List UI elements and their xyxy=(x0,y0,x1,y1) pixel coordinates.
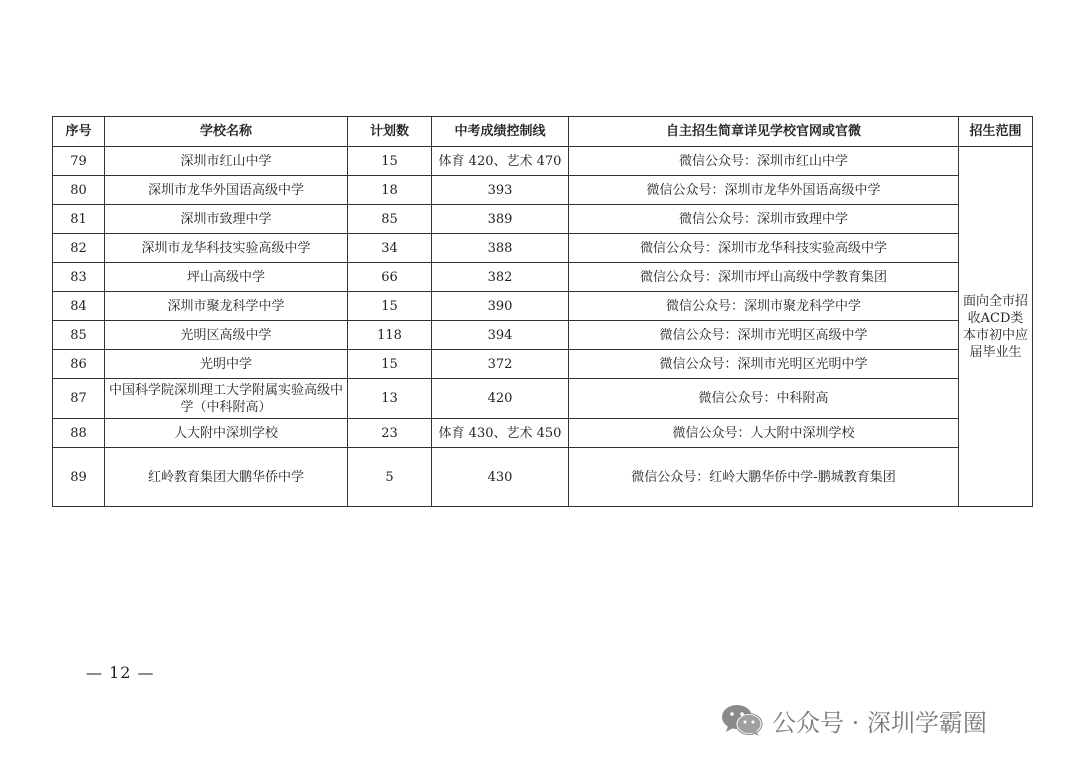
table-row xyxy=(53,147,1033,176)
cell-school-name: 光明中学 xyxy=(105,350,348,379)
cell-score-line: 382 xyxy=(432,263,569,292)
header-school-name: 学校名称 xyxy=(105,117,348,147)
cell-index: 86 xyxy=(53,350,105,379)
cell-score-line: 体育 420、艺术 470 xyxy=(432,147,569,176)
cell-school-name: 光明区高级中学 xyxy=(105,321,348,350)
cell-score-line: 体育 430、艺术 450 xyxy=(432,419,569,448)
cell-plan-count: 13 xyxy=(348,379,432,419)
cell-school-name: 深圳市致理中学 xyxy=(105,205,348,234)
cell-info-source: 微信公众号：深圳市红山中学 xyxy=(569,147,959,176)
cell-score-line: 420 xyxy=(432,379,569,419)
table-row xyxy=(53,350,1033,379)
cell-school-name: 深圳市红山中学 xyxy=(105,147,348,176)
cell-plan-count: 5 xyxy=(348,448,432,507)
cell-plan-count: 18 xyxy=(348,176,432,205)
header-index: 序号 xyxy=(53,117,105,147)
header-info-source: 自主招生简章详见学校官网或官微 xyxy=(569,117,959,147)
cell-info-source: 微信公众号：深圳市光明区光明中学 xyxy=(569,350,959,379)
cell-index: 79 xyxy=(53,147,105,176)
cell-plan-count: 15 xyxy=(348,350,432,379)
header-plan-count: 计划数 xyxy=(348,117,432,147)
cell-school-name: 人大附中深圳学校 xyxy=(105,419,348,448)
cell-plan-count: 34 xyxy=(348,234,432,263)
cell-admission-scope: 面向全市招收ACD类本市初中应届毕业生 xyxy=(959,147,1033,507)
cell-index: 85 xyxy=(53,321,105,350)
cell-index: 81 xyxy=(53,205,105,234)
table-row xyxy=(53,321,1033,350)
cell-score-line: 430 xyxy=(432,448,569,507)
table-header-row xyxy=(53,117,1033,147)
cell-plan-count: 15 xyxy=(348,292,432,321)
cell-info-source: 微信公众号：红岭大鹏华侨中学-鹏城教育集团 xyxy=(569,448,959,507)
cell-plan-count: 118 xyxy=(348,321,432,350)
cell-score-line: 390 xyxy=(432,292,569,321)
header-admission-scope: 招生范围 xyxy=(959,117,1033,147)
admissions-table xyxy=(52,116,1033,507)
table-row xyxy=(53,292,1033,321)
header-score-line: 中考成绩控制线 xyxy=(432,117,569,147)
cell-score-line: 388 xyxy=(432,234,569,263)
cell-school-name: 中国科学院深圳理工大学附属实验高级中学（中科附高） xyxy=(105,379,348,419)
cell-score-line: 394 xyxy=(432,321,569,350)
watermark xyxy=(720,700,987,740)
cell-score-line: 372 xyxy=(432,350,569,379)
cell-index: 89 xyxy=(53,448,105,507)
cell-index: 82 xyxy=(53,234,105,263)
cell-school-name: 深圳市龙华外国语高级中学 xyxy=(105,176,348,205)
cell-info-source: 微信公众号：人大附中深圳学校 xyxy=(569,419,959,448)
cell-score-line: 389 xyxy=(432,205,569,234)
cell-index: 83 xyxy=(53,263,105,292)
cell-info-source: 微信公众号：深圳市光明区高级中学 xyxy=(569,321,959,350)
cell-info-source: 微信公众号：深圳市坪山高级中学教育集团 xyxy=(569,263,959,292)
cell-plan-count: 23 xyxy=(348,419,432,448)
table-row xyxy=(53,263,1033,292)
cell-info-source: 微信公众号：深圳市致理中学 xyxy=(569,205,959,234)
cell-plan-count: 66 xyxy=(348,263,432,292)
table-row xyxy=(53,234,1033,263)
table-row xyxy=(53,419,1033,448)
cell-school-name: 深圳市龙华科技实验高级中学 xyxy=(105,234,348,263)
cell-index: 84 xyxy=(53,292,105,321)
cell-plan-count: 15 xyxy=(348,147,432,176)
cell-score-line: 393 xyxy=(432,176,569,205)
table-row xyxy=(53,176,1033,205)
cell-info-source: 微信公众号：深圳市龙华外国语高级中学 xyxy=(569,176,959,205)
cell-school-name: 深圳市聚龙科学中学 xyxy=(105,292,348,321)
cell-info-source: 微信公众号：深圳市龙华科技实验高级中学 xyxy=(569,234,959,263)
cell-school-name: 红岭教育集团大鹏华侨中学 xyxy=(105,448,348,507)
page-number: — 12 — xyxy=(86,663,155,682)
watermark-text: 公众号 · 深圳学霸圈 xyxy=(772,708,987,737)
cell-info-source: 微信公众号：中科附高 xyxy=(569,379,959,419)
wechat-icon xyxy=(720,703,764,737)
cell-plan-count: 85 xyxy=(348,205,432,234)
table-row xyxy=(53,205,1033,234)
table-row xyxy=(53,448,1033,507)
cell-index: 80 xyxy=(53,176,105,205)
cell-info-source: 微信公众号：深圳市聚龙科学中学 xyxy=(569,292,959,321)
cell-school-name: 坪山高级中学 xyxy=(105,263,348,292)
cell-index: 88 xyxy=(53,419,105,448)
table-row xyxy=(53,379,1033,419)
cell-index: 87 xyxy=(53,379,105,419)
